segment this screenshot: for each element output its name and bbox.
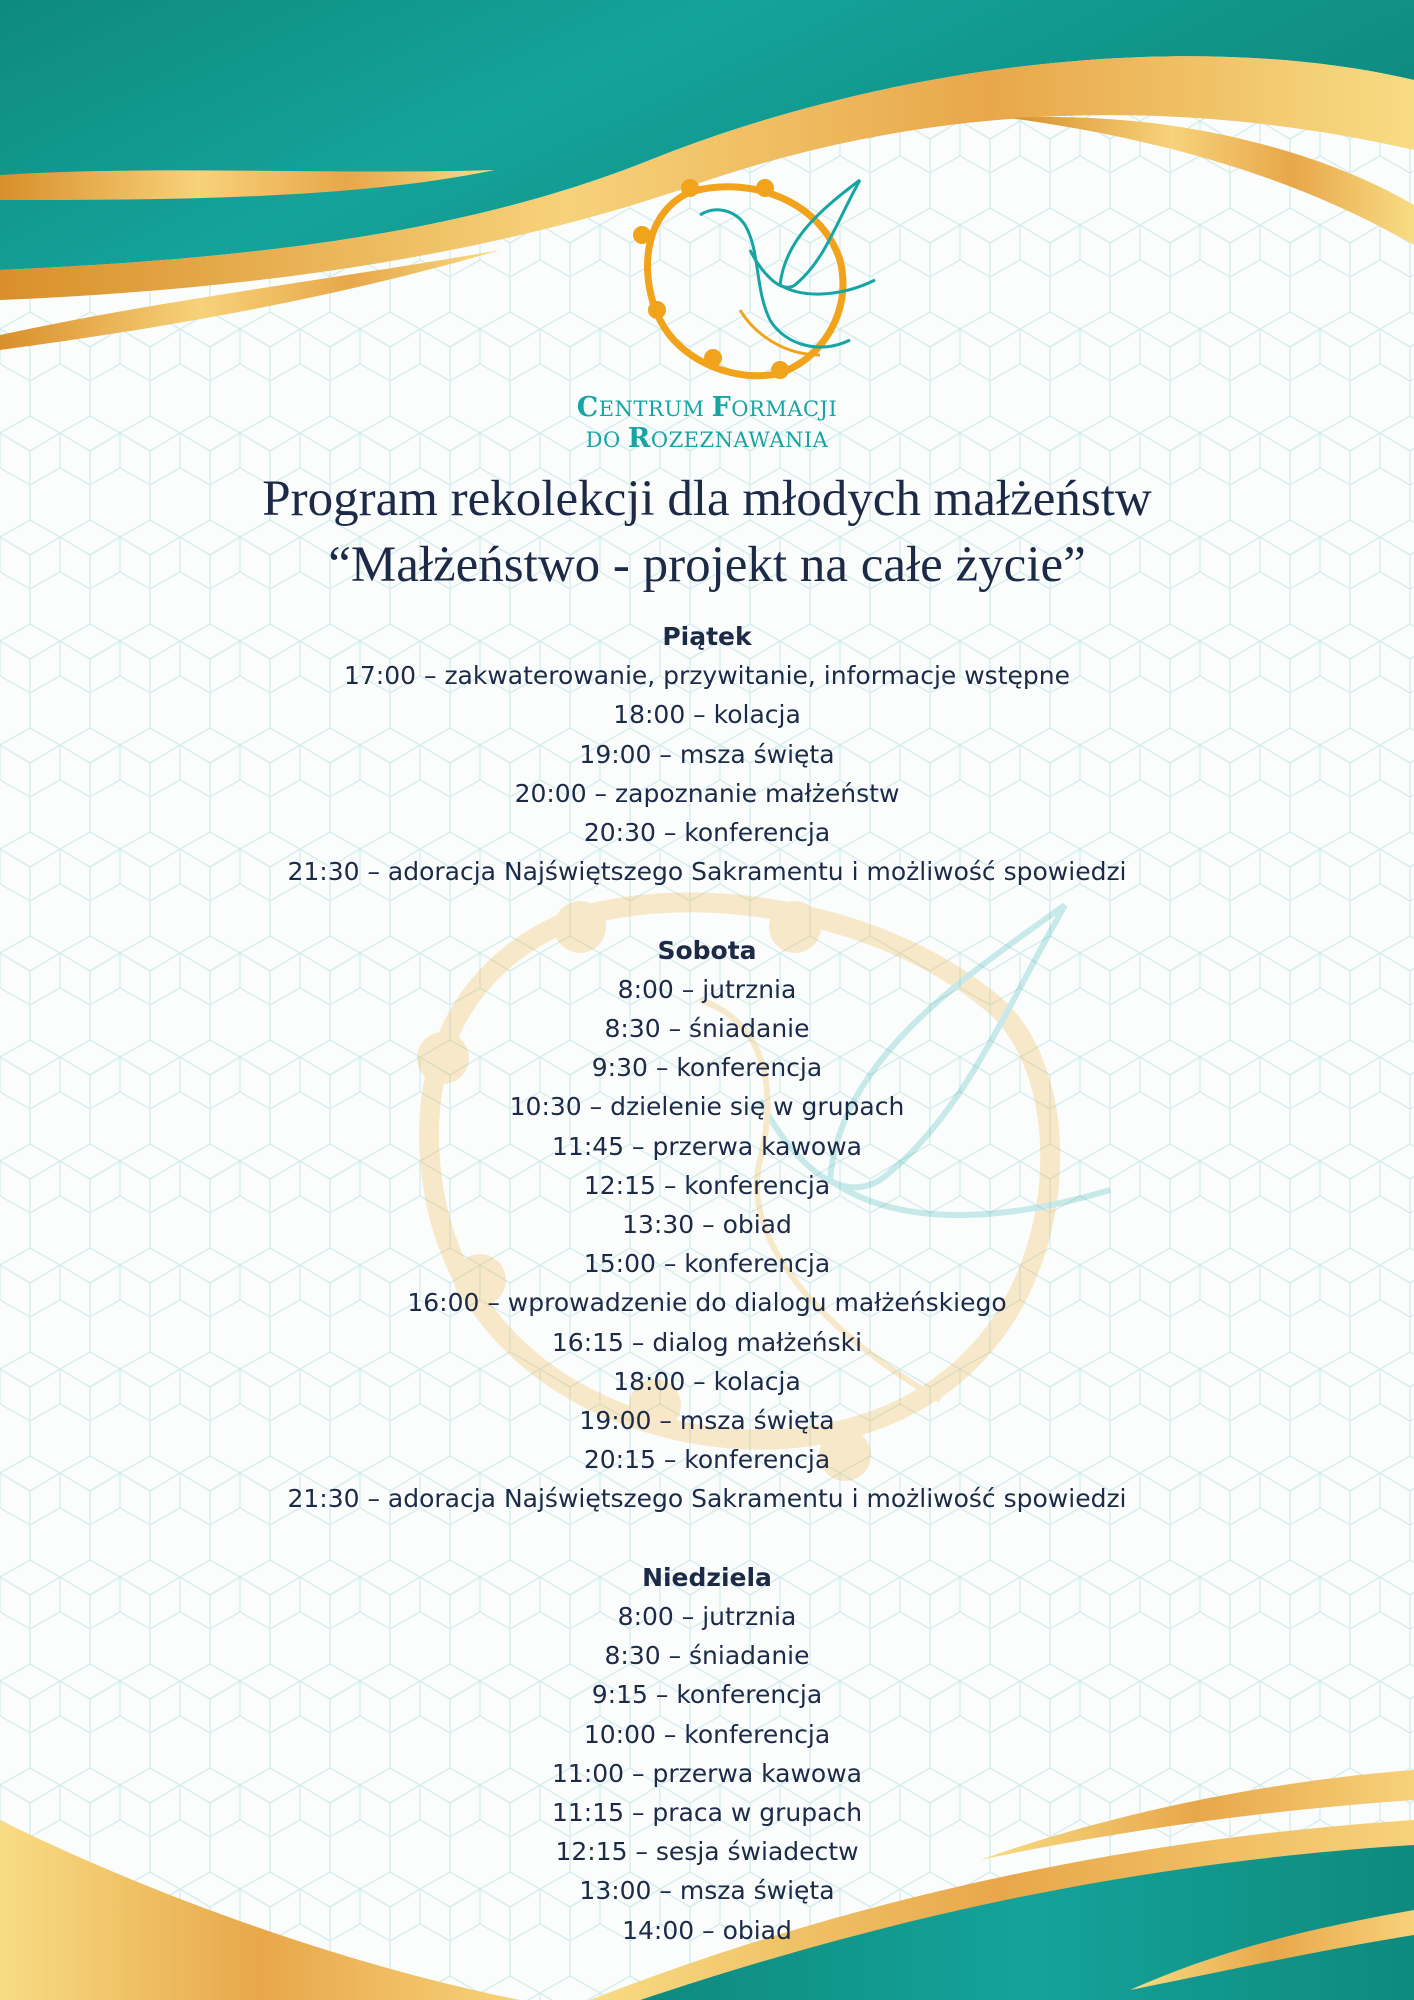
schedule-item: 13:00 – msza święta — [579, 1876, 835, 1906]
schedule-item: 18:00 – kolacja — [613, 1366, 801, 1396]
schedule-item: 20:00 – zapoznanie małżeństw — [514, 778, 900, 808]
schedule-item: 21:30 – adoracja Najświętszego Sakramentu i możliwość spowiedzi — [287, 857, 1127, 887]
logo-line-1: CENTRUM FORMACJI — [576, 392, 838, 423]
title-line-1: Program rekolekcji dla młodych małżeństw — [262, 471, 1152, 527]
schedule-item: 8:00 – jutrznia — [617, 1602, 797, 1632]
day-spacer — [0, 1519, 1414, 1558]
schedule-item: 10:00 – konferencja — [583, 1719, 831, 1749]
title-line-2: “Małżeństwo - projekt na całe życie” — [328, 537, 1086, 593]
day-title: Niedziela — [642, 1562, 772, 1592]
schedule-item: 11:00 – przerwa kawowa — [552, 1758, 862, 1788]
schedule-item: 13:30 – obiad — [622, 1210, 792, 1240]
day-title: Sobota — [657, 935, 757, 965]
schedule-item: 8:00 – jutrznia — [617, 974, 797, 1004]
schedule-item: 15:00 – konferencja — [583, 1249, 831, 1279]
schedule-item: 11:45 – przerwa kawowa — [552, 1131, 862, 1161]
schedule-item: 20:30 – konferencja — [583, 818, 831, 848]
schedule-item: 9:15 – konferencja — [591, 1680, 823, 1710]
schedule-item: 14:00 – obiad — [622, 1915, 792, 1945]
schedule-item: 19:00 – msza święta — [579, 739, 835, 769]
logo-line-2: DO ROZEZNAWANIA — [585, 423, 829, 454]
dove-rosary-icon — [620, 170, 880, 400]
day-spacer — [0, 891, 1414, 930]
schedule-item: 16:15 – dialog małżeński — [551, 1327, 863, 1357]
schedule-item: 8:30 – śniadanie — [604, 1014, 810, 1044]
schedule-item: 10:30 – dzielenie się w grupach — [509, 1092, 905, 1122]
schedule-item: 20:15 – konferencja — [583, 1445, 831, 1475]
schedule-item: 17:00 – zakwaterowanie, przywitanie, informacje wstępne — [344, 661, 1070, 691]
schedule-item: 21:30 – adoracja Najświętszego Sakramentu i możliwość spowiedzi — [287, 1484, 1127, 1514]
logo-wordmark — [0, 393, 1414, 455]
schedule-item: 12:15 – sesja świadectw — [555, 1837, 859, 1867]
schedule-item: 8:30 – śniadanie — [604, 1641, 810, 1671]
day-title: Piątek — [662, 622, 752, 651]
schedule-item: 19:00 – msza święta — [579, 1406, 835, 1436]
schedule-item: 16:00 – wprowadzenie do dialogu małżeńskiego — [407, 1288, 1007, 1318]
schedule-item: 9:30 – konferencja — [591, 1053, 823, 1083]
schedule-item: 11:15 – praca w grupach — [551, 1798, 863, 1828]
schedule-item: 18:00 – kolacja — [613, 700, 801, 730]
page-title — [0, 466, 1414, 598]
schedule-item: 12:15 – konferencja — [583, 1170, 831, 1200]
schedule — [0, 617, 1414, 1950]
